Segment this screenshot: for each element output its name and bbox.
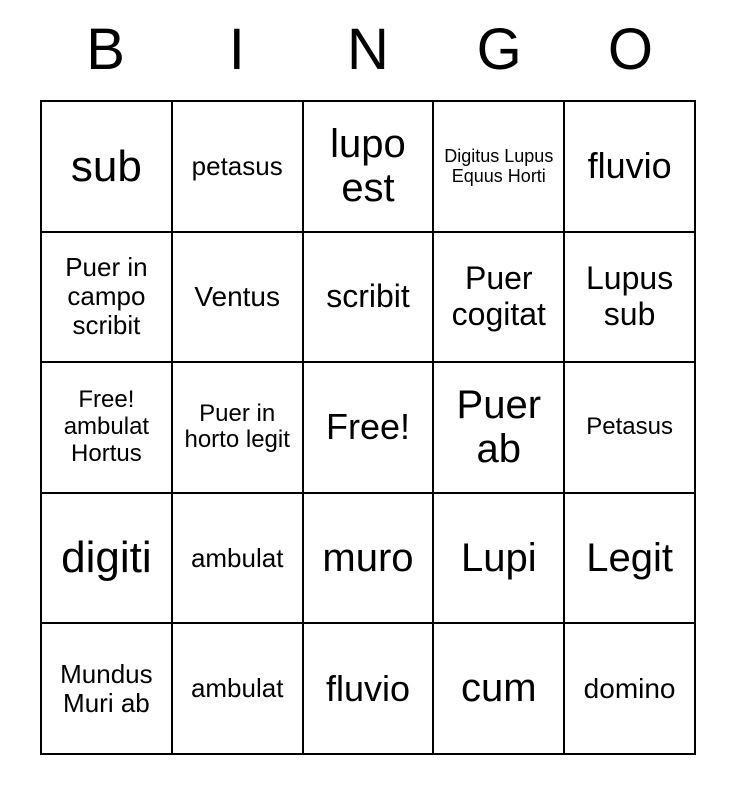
bingo-cell[interactable] <box>173 363 304 494</box>
header-letter-g: G <box>476 17 522 82</box>
bingo-cell[interactable] <box>434 233 565 364</box>
bingo-cell[interactable] <box>173 233 304 364</box>
bingo-cell-text: Ventus <box>194 281 281 313</box>
bingo-cell-text: Legit <box>586 535 673 580</box>
bingo-cell[interactable] <box>565 494 696 625</box>
bingo-cell[interactable] <box>565 624 696 755</box>
bingo-cell-text: Lupus sub <box>586 260 674 332</box>
bingo-cell-text: sub <box>70 141 142 191</box>
bingo-header-row <box>40 0 696 100</box>
bingo-cell[interactable] <box>42 494 173 625</box>
bingo-cell-text: petasus <box>191 150 283 181</box>
bingo-cell[interactable] <box>304 624 435 755</box>
bingo-cell[interactable] <box>173 102 304 233</box>
bingo-cell[interactable] <box>434 624 565 755</box>
bingo-cell-text: ambulat <box>190 673 284 704</box>
bingo-cell[interactable] <box>42 233 173 364</box>
bingo-cell[interactable] <box>173 494 304 625</box>
bingo-cell[interactable] <box>434 102 565 233</box>
bingo-cell[interactable] <box>42 624 173 755</box>
bingo-cell[interactable] <box>565 363 696 494</box>
bingo-cell[interactable] <box>434 494 565 625</box>
bingo-grid <box>40 100 696 755</box>
bingo-cell[interactable] <box>304 233 435 364</box>
bingo-cell-text: domino <box>583 673 676 705</box>
bingo-cell-text: Puer in horto legit <box>184 399 290 454</box>
bingo-cell-text: fluvio <box>325 667 411 709</box>
bingo-cell[interactable] <box>304 494 435 625</box>
bingo-cell[interactable] <box>565 102 696 233</box>
bingo-cell-text: muro <box>322 535 414 580</box>
bingo-cell[interactable] <box>173 624 304 755</box>
bingo-cell-text: Free! <box>325 406 410 448</box>
bingo-cell-text: Petasus <box>586 413 673 441</box>
bingo-cell-text: Mundus Muri ab <box>60 658 153 718</box>
header-letter-o: O <box>607 17 653 82</box>
header-letter-b: B <box>86 17 125 82</box>
bingo-cell[interactable] <box>565 233 696 364</box>
bingo-cell-text: Digitus Lupus Equus Horti <box>444 146 554 187</box>
bingo-cell-text: Lupi <box>460 535 537 580</box>
bingo-cell-text: digiti <box>61 533 152 583</box>
bingo-cell[interactable] <box>42 363 173 494</box>
bingo-cell[interactable] <box>304 102 435 233</box>
bingo-cell-free[interactable] <box>304 363 435 494</box>
header-letter-n: N <box>347 17 389 82</box>
bingo-cell-text: scribit <box>326 277 410 314</box>
bingo-cell-text: cum <box>461 666 537 711</box>
bingo-cell[interactable] <box>434 363 565 494</box>
bingo-cell-text: Puer ab <box>456 382 542 472</box>
header-letter-i: I <box>228 17 245 82</box>
bingo-cell-text: ambulat <box>190 542 284 573</box>
bingo-cell-text: Free! ambulat Hortus <box>63 386 150 467</box>
bingo-cell-text: Puer cogitat <box>451 260 546 332</box>
bingo-cell-text: fluvio <box>587 145 672 187</box>
bingo-cell[interactable] <box>42 102 173 233</box>
bingo-cell-text: lupo est <box>330 121 406 211</box>
bingo-cell-text: Puer in campo scribit <box>65 252 148 341</box>
